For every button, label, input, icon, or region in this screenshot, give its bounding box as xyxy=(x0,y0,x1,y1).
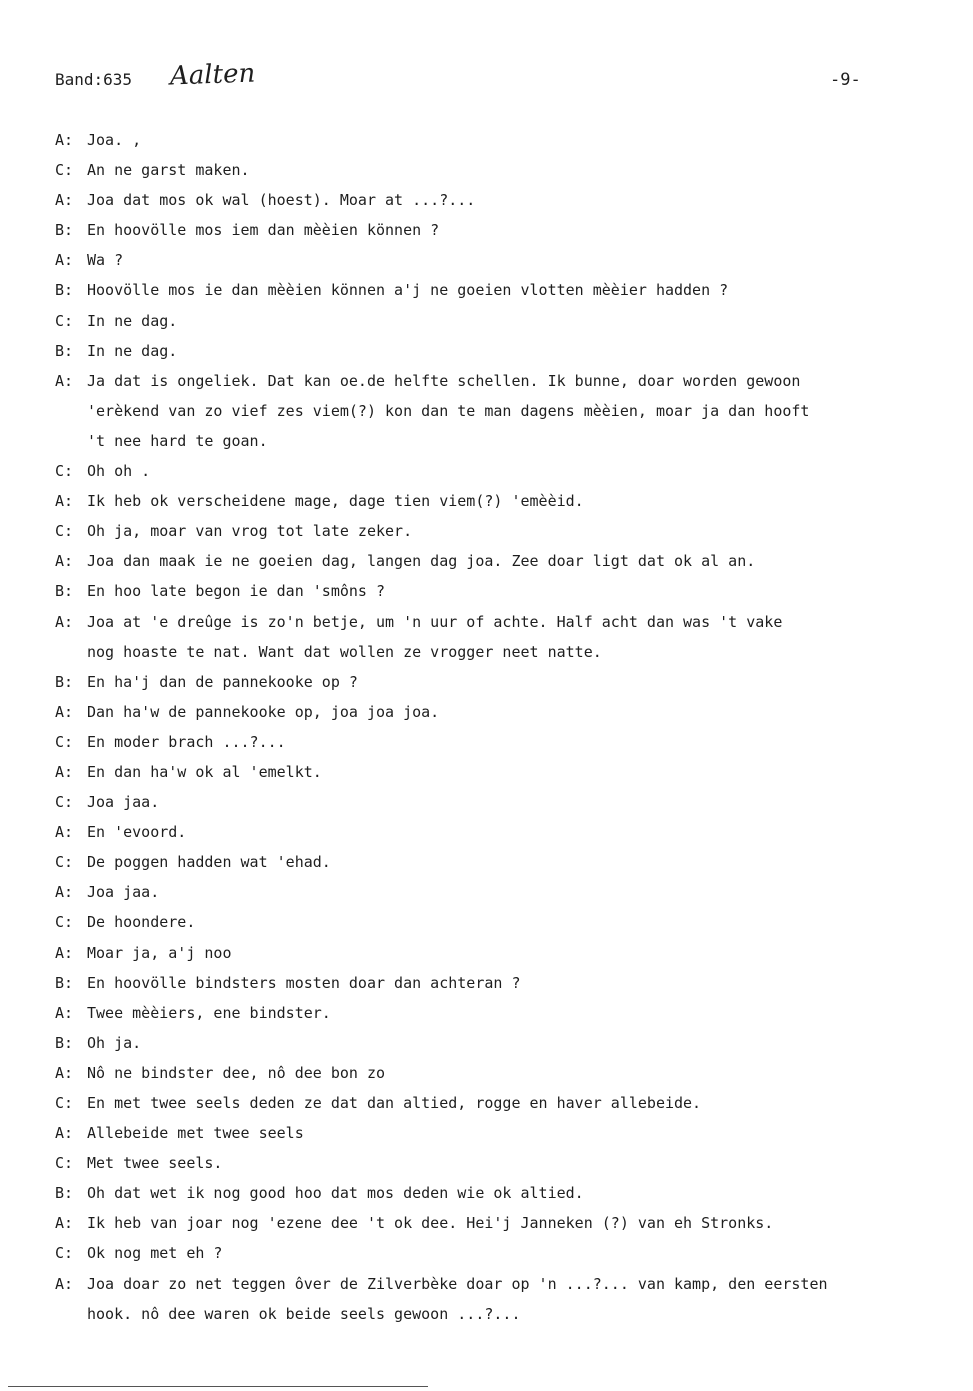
speaker-label: C: xyxy=(55,1244,74,1263)
utterance-text: Dan ha'w de pannekooke op, joa joa joa. xyxy=(87,702,440,721)
transcript-line xyxy=(55,973,960,1003)
transcript-line xyxy=(55,431,960,461)
utterance-text: Ok nog met eh ? xyxy=(87,1244,223,1263)
speaker-label: A: xyxy=(55,1003,74,1022)
utterance-text: 'erèkend van zo vief zes viem(?) kon dan te man dagens mèèien, moar ja dan hooft xyxy=(87,401,810,420)
speaker-label: A: xyxy=(55,552,74,571)
transcript-line xyxy=(55,792,960,822)
utterance-text: nog hoaste te nat. Want dat wollen ze vrogger neet natte. xyxy=(87,642,602,661)
transcript-line xyxy=(55,280,960,310)
utterance-text: Oh dat wet ik nog good hoo dat mos deden wie ok altied. xyxy=(87,1184,584,1203)
utterance-text: En hoo late begon ie dan 'smôns ? xyxy=(87,582,386,601)
speaker-label: A: xyxy=(55,1214,74,1233)
utterance-text: Joa jaa. xyxy=(87,883,160,902)
speaker-label: A: xyxy=(55,612,74,631)
utterance-text: Joa doar zo net teggen ôver de Zilverbèke doar op 'n ...?... van kamp, den eersten xyxy=(87,1274,828,1293)
transcript-line xyxy=(55,1213,960,1243)
speaker-label: C: xyxy=(55,1154,74,1173)
transcript-line xyxy=(55,160,960,190)
speaker-label: A: xyxy=(55,131,74,149)
speaker-label: A: xyxy=(55,702,74,721)
speaker-label: A: xyxy=(55,492,74,511)
transcript-line xyxy=(55,642,960,672)
utterance-text: Wa ? xyxy=(87,251,124,270)
utterance-text: Hoovölle mos ie dan mèèien können a'j ne goeien vlotten mèèier hadden ? xyxy=(87,281,729,300)
utterance-text: hook. nô dee waren ok beide seels gewoon ...?... xyxy=(87,1304,521,1323)
speaker-label: B: xyxy=(55,973,74,992)
utterance-text: De poggen hadden wat 'ehad. xyxy=(87,853,331,872)
speaker-label: C: xyxy=(55,522,74,541)
speaker-label: C: xyxy=(55,1094,74,1112)
speaker-label: C: xyxy=(55,161,74,180)
transcript-line xyxy=(55,491,960,521)
utterance-text: Met twee seels. xyxy=(87,1154,223,1173)
utterance-text: Nô ne bindster dee, nô dee bon zo xyxy=(87,1063,386,1082)
utterance-text: En 'evoord. xyxy=(87,823,187,842)
transcript-line xyxy=(55,882,960,912)
transcript-line xyxy=(55,551,960,581)
transcript-line xyxy=(55,912,960,942)
utterance-text: Ja dat is ongeliek. Dat kan oe.de helfte schellen. Ik bunne, doar worden gewoon xyxy=(87,371,801,390)
speaker-label: A: xyxy=(55,883,74,902)
speaker-label: B: xyxy=(55,1033,74,1052)
utterance-text: En met twee seels deden ze dat dan altied, rogge en haver allebeide. xyxy=(87,1094,702,1112)
transcript-line xyxy=(55,672,960,702)
transcript-line xyxy=(55,521,960,551)
transcript-line xyxy=(55,762,960,792)
utterance-text: En hoovölle bindsters mosten doar dan achteran ? xyxy=(87,973,521,992)
utterance-text: Joa jaa. xyxy=(87,793,160,812)
speaker-label: B: xyxy=(55,582,74,601)
transcript-line xyxy=(55,190,960,220)
transcript-line xyxy=(55,461,960,491)
utterance-text: Joa at 'e dreûge is zo'n betje, um 'n uur of achte. Half acht dan was 't vake xyxy=(87,612,783,631)
utterance-text: An ne garst maken. xyxy=(87,161,250,180)
transcript-line xyxy=(55,1274,960,1304)
transcript-line xyxy=(55,1003,960,1033)
header-place-handwritten: Aalten xyxy=(169,58,256,92)
transcript-line xyxy=(55,371,960,401)
speaker-label: A: xyxy=(55,943,74,962)
utterance-text: Moar ja, a'j noo xyxy=(87,943,232,962)
speaker-label: C: xyxy=(55,853,74,872)
transcript-line xyxy=(55,341,960,371)
transcript-line xyxy=(55,130,960,160)
utterance-text: 't nee hard te goan. xyxy=(87,431,268,450)
speaker-label: C: xyxy=(55,793,74,812)
utterance-text: Joa. , xyxy=(87,131,142,149)
utterance-text: En ha'j dan de pannekooke op ? xyxy=(87,672,358,691)
utterance-text: En hoovölle mos iem dan mèèien können ? xyxy=(87,221,440,240)
transcript-line xyxy=(55,311,960,341)
transcript-line xyxy=(55,250,960,280)
speaker-label: B: xyxy=(55,1184,74,1203)
speaker-label: A: xyxy=(55,251,74,270)
transcript-line xyxy=(55,1153,960,1183)
speaker-label: C: xyxy=(55,913,74,932)
utterance-text: Ik heb van joar nog 'ezene dee 't ok dee. Hei'j Janneken (?) van eh Stronks. xyxy=(87,1214,774,1233)
transcript-line xyxy=(55,581,960,611)
speaker-label: B: xyxy=(55,672,74,691)
speaker-label: B: xyxy=(55,341,74,360)
transcript-line xyxy=(55,943,960,973)
transcript-line xyxy=(55,1123,960,1153)
transcript-line xyxy=(55,612,960,642)
transcript-line xyxy=(55,1183,960,1213)
transcript-line xyxy=(55,852,960,882)
utterance-text: Oh ja. xyxy=(87,1033,142,1052)
transcript-line xyxy=(55,822,960,852)
transcript-line xyxy=(55,1243,960,1273)
utterance-text: Joa dan maak ie ne goeien dag, langen dag joa. Zee doar ligt dat ok al an. xyxy=(87,552,756,571)
speaker-label: A: xyxy=(55,1124,74,1143)
transcript-line xyxy=(55,1093,960,1123)
utterance-text: Twee mèèiers, ene bindster. xyxy=(87,1003,331,1022)
speaker-label: C: xyxy=(55,462,74,481)
transcript-body xyxy=(55,130,960,1334)
speaker-label: C: xyxy=(55,311,74,330)
utterance-text: In ne dag. xyxy=(87,341,178,360)
speaker-label: B: xyxy=(55,221,74,240)
utterance-text: Ik heb ok verscheidene mage, dage tien viem(?) 'emèèid. xyxy=(87,492,584,511)
speaker-label: C: xyxy=(55,732,74,751)
utterance-text: Joa dat mos ok wal (hoest). Moar at ...?... xyxy=(87,191,476,210)
transcript-line xyxy=(55,1304,960,1334)
speaker-label: A: xyxy=(55,191,74,210)
utterance-text: Oh ja, moar van vrog tot late zeker. xyxy=(87,522,413,541)
transcript-line xyxy=(55,220,960,250)
bottom-rule xyxy=(8,1386,428,1387)
speaker-label: A: xyxy=(55,1274,74,1293)
speaker-label: A: xyxy=(55,762,74,781)
page-number: -9- xyxy=(830,70,861,90)
speaker-label: A: xyxy=(55,823,74,842)
transcript-line xyxy=(55,1033,960,1063)
utterance-text: En dan ha'w ok al 'emelkt. xyxy=(87,762,322,781)
utterance-text: Oh oh . xyxy=(87,462,151,481)
transcript-line xyxy=(55,1063,960,1093)
transcript-line xyxy=(55,401,960,431)
speaker-label: A: xyxy=(55,371,74,390)
header-band-label: Band:635 xyxy=(55,70,133,89)
utterance-text: In ne dag. xyxy=(87,311,178,330)
utterance-text: En moder brach ...?... xyxy=(87,732,286,751)
utterance-text: Allebeide met twee seels xyxy=(87,1124,304,1143)
transcript-line xyxy=(55,702,960,732)
speaker-label: B: xyxy=(55,281,74,300)
transcript-line xyxy=(55,732,960,762)
speaker-label: A: xyxy=(55,1063,74,1082)
utterance-text: De hoondere. xyxy=(87,913,196,932)
